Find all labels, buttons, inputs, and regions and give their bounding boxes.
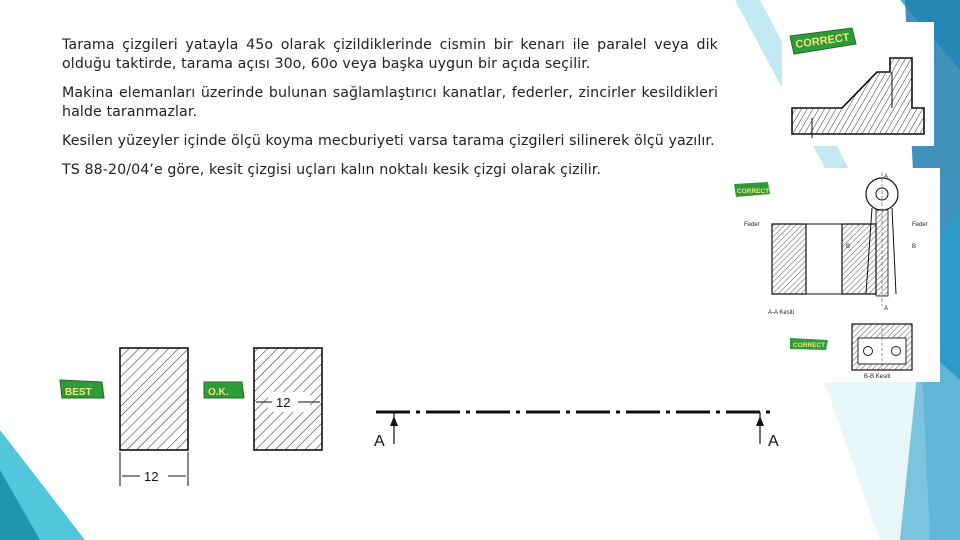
correct-badge-text: CORRECT bbox=[794, 31, 851, 51]
figure-dimension-in-hatching bbox=[58, 340, 334, 490]
best-badge bbox=[60, 380, 104, 398]
paragraph-dimension-in-hatch: Kesilen yüzeyler içinde ölçü koyma mecburiyeti varsa tarama çizgileri silinerek ölçü yazılır. bbox=[62, 133, 715, 149]
label-b-right: B bbox=[912, 244, 917, 250]
paragraph-cutting-plane-line: TS 88-20/04’e göre, kesit çizgisi uçları kalın noktalı kesik çizgi olarak çizilir. bbox=[62, 162, 602, 178]
correct-badge-bottom-text: CORRECT bbox=[793, 342, 826, 349]
cutting-label-right: A bbox=[768, 433, 779, 450]
label-a-bottom: A bbox=[884, 306, 889, 312]
caption-bb-section: B-B Kesiti bbox=[864, 374, 891, 380]
label-a-top: A bbox=[884, 174, 889, 180]
correct-badge-bottom bbox=[790, 338, 828, 350]
figure-feder-sections bbox=[734, 168, 940, 382]
body-text bbox=[62, 36, 718, 190]
paragraph-hatch-angle: Tarama çizgileri yatayla 45o olarak çizildiklerinde cismin bir kenarı ile paralel veya dik olduğu taktirde, tarama açısı 30o, 60o veya başka uygun bir açıda seçilir. bbox=[62, 37, 718, 72]
dimension-bottom: 12 bbox=[144, 469, 159, 484]
caption-aa-section: A-A Kesiti bbox=[768, 310, 795, 316]
correct-badge-top bbox=[734, 182, 770, 197]
ok-badge-text: O.K. bbox=[208, 387, 229, 398]
label-feder-left: Feder bbox=[744, 222, 760, 228]
label-b-left: B bbox=[846, 244, 851, 250]
paragraph-ribs-not-hatched: Makina elemanları üzerinde bulunan sağlamlaştırıcı kanatlar, federler, zincirler kesildikleri halde taranmazlar. bbox=[62, 85, 718, 120]
figure-cutting-plane-line bbox=[368, 404, 784, 452]
label-feder-right: Feder bbox=[912, 222, 928, 228]
dimension-inside: 12 bbox=[276, 395, 291, 410]
best-badge-text: BEST bbox=[65, 387, 92, 398]
figure-bracket-hatching bbox=[782, 22, 934, 146]
cutting-label-left: A bbox=[374, 433, 385, 450]
correct-badge-top-text: CORRECT bbox=[737, 188, 770, 195]
ok-badge bbox=[204, 382, 244, 398]
